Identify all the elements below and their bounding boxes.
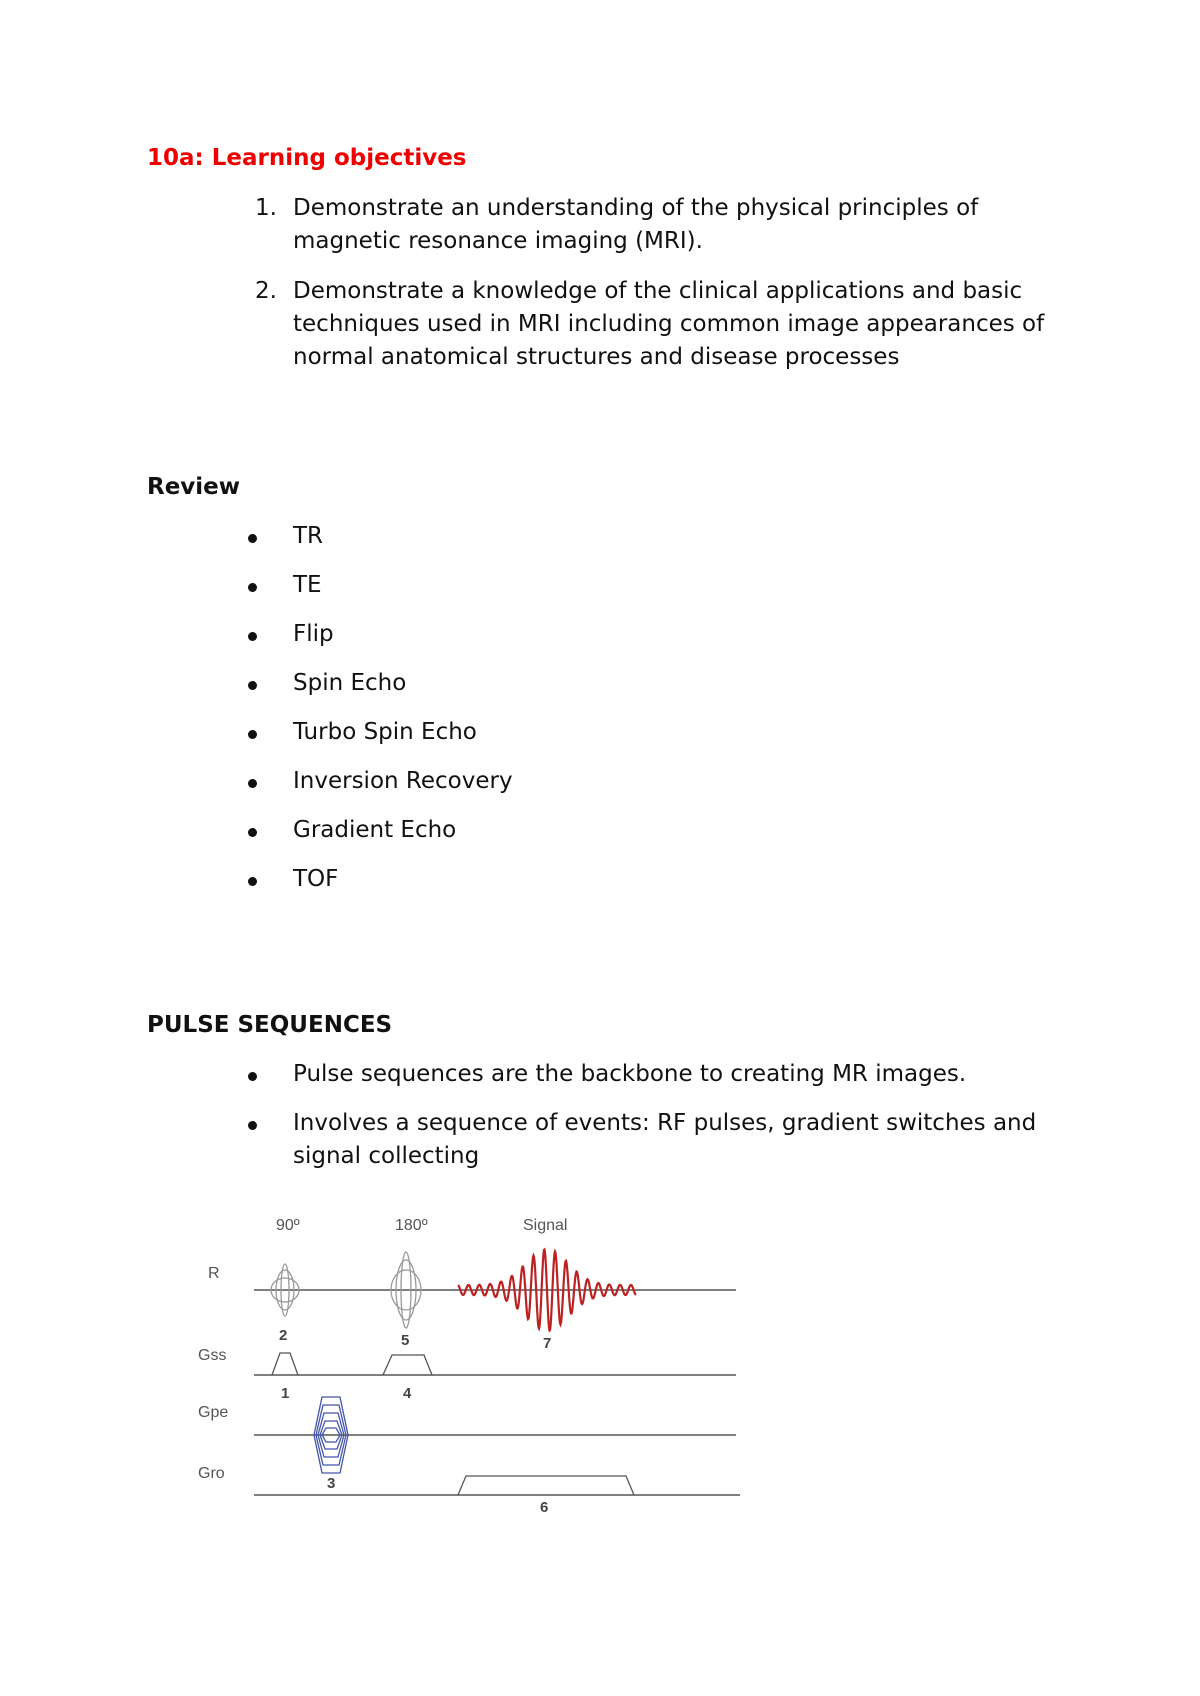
- review-item: TR: [147, 520, 1047, 553]
- review-item: Turbo Spin Echo: [147, 716, 1047, 749]
- objectives-heading: 10a: Learning objectives: [147, 145, 467, 171]
- bullet-icon: [248, 681, 257, 690]
- gss-lobe-1: [272, 1353, 298, 1375]
- pulse-sequences-heading: PULSE SEQUENCES: [147, 1012, 393, 1038]
- objective-item: [147, 275, 1047, 374]
- pulse-label-180: 180º: [395, 1217, 428, 1234]
- event-number-7: 7: [543, 1335, 552, 1352]
- row-label-r: R: [208, 1265, 220, 1282]
- bullet-icon: [248, 877, 257, 886]
- bullet-icon: [248, 583, 257, 592]
- pulse-sequence-diagram: [180, 1200, 760, 1530]
- review-item: Flip: [147, 618, 1047, 651]
- review-heading: Review: [147, 474, 241, 500]
- pulse-label-90: 90º: [276, 1217, 300, 1234]
- pulse-item: Involves a sequence of events: RF pulses, gradient switches and signal collecting: [147, 1107, 1047, 1173]
- bullet-icon: [248, 828, 257, 837]
- event-number-1: 1: [281, 1385, 290, 1402]
- objective-item: [147, 192, 1047, 258]
- objective-number: 2.: [255, 278, 277, 304]
- review-item: Spin Echo: [147, 667, 1047, 700]
- pulse-item: Pulse sequences are the backbone to creating MR images.: [147, 1058, 1047, 1091]
- gss-lobe-4: [383, 1355, 432, 1375]
- review-item: Gradient Echo: [147, 814, 1047, 847]
- bullet-icon: [248, 534, 257, 543]
- bullet-icon: [248, 632, 257, 641]
- event-number-6: 6: [540, 1499, 549, 1516]
- bullet-icon: [248, 730, 257, 739]
- event-number-4: 4: [403, 1385, 412, 1402]
- event-number-3: 3: [327, 1475, 336, 1492]
- pulse-label-signal: Signal: [523, 1217, 568, 1234]
- objective-text: Demonstrate an understanding of the physical principles of magnetic resonance imaging (MRI).: [293, 195, 979, 254]
- row-label-gro: Gro: [198, 1465, 225, 1482]
- row-label-gss: Gss: [198, 1347, 227, 1364]
- event-number-5: 5: [401, 1332, 410, 1349]
- event-number-2: 2: [279, 1327, 288, 1344]
- pulse-sequence-svg: [180, 1200, 760, 1530]
- bullet-icon: [248, 1121, 257, 1130]
- objective-text: Demonstrate a knowledge of the clinical applications and basic techniques used in MRI including common image appearances of normal anatomical structures and disease processes: [293, 278, 1045, 370]
- bullet-icon: [248, 779, 257, 788]
- bullet-icon: [248, 1072, 257, 1081]
- gro-readout-lobe: [458, 1476, 634, 1495]
- objective-number: 1.: [255, 195, 277, 221]
- review-item: TOF: [147, 863, 1047, 896]
- review-item: TE: [147, 569, 1047, 602]
- review-item: Inversion Recovery: [147, 765, 1047, 798]
- row-label-gpe: Gpe: [198, 1404, 229, 1421]
